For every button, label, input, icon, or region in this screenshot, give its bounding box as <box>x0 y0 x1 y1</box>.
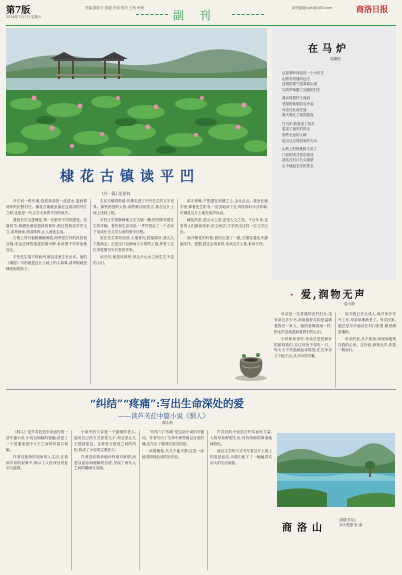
paragraph: 平凹先生笔下的商州,就从这里生长出来。他的《秦腔》写的就是这片土地上的人和事,清风街就是棣花街的影子。 <box>6 255 87 271</box>
paragraph: 《驯人》是芦芙荭近年来创作的一部中篇小说,小说以细腻的笔触,讲述了一个普通家庭中父子之间的纠葛与和解。 <box>6 430 68 452</box>
column-divider <box>90 199 91 384</box>
poem-line: 那些走远的人啊 <box>282 132 307 137</box>
poem-line: 鸟鸣声唤醒了沉睡的村庄 <box>282 87 321 92</box>
red-dot-icon: · <box>290 290 296 301</box>
poem-line: 在马炉,我看见了故乡 <box>282 121 315 126</box>
review-column-4 <box>210 430 272 570</box>
article-column-3 <box>180 199 268 344</box>
article-byline: (外一篇) 范建林 <box>102 191 131 196</box>
poem-line: 看见了童年的时光 <box>282 127 310 132</box>
page-number: 第7版 <box>6 6 31 16</box>
column-divider <box>207 430 208 570</box>
paragraph: 站在先生的故居前,土墙青瓦,院落简朴,我久久不愿离去。正是这片贫瘠而又丰厚的土地,养育了这位用笔墨书写乡愁的作家。 <box>93 236 174 253</box>
review-column-1 <box>6 430 68 570</box>
poem-line: 老屋的炊烟袅袅升起 <box>282 101 314 106</box>
essay-column-1 <box>274 312 332 388</box>
paragraph: 母亲是一位普通的农村妇女,没有读过多少书,却用她朴实的爱温暖着我们一家人。她的爱像春雨一样,悄无声息地滋润着我们的心田。 <box>274 312 332 334</box>
header-dash-right <box>232 14 264 15</box>
paragraph: 棣花的美,是山水之美,更是人文之美。千百年来,这里的人们耕读传家,崇文尚学,才孕育出这样一位文学巨匠。 <box>180 217 268 234</box>
column-divider <box>177 199 178 384</box>
review-title: “纠结”“疼痛”:写出生命深处的爱 <box>90 398 245 410</box>
essay-title-text: 爱,润物无声 <box>300 290 367 301</box>
poem-line: 我站在村口久久凝望 <box>282 158 314 163</box>
review-column-3 <box>142 430 204 570</box>
paragraph: 走在古镇的街巷,仿佛走进了平凹先生的文字世界。那些熟悉的人物,那些鲜活的语言,都在这片土地上找到了根。 <box>93 199 174 215</box>
paragraph: 小说中的父亲是一个倔强的老人,他用自己的方式爱着儿子,却总是让儿子感到窒息。这种爱与被爱之间的纠结,构成了小说的主要张力。 <box>74 430 136 452</box>
paragraph: 芦芙荭的小说语言朴实而有力量,人物形象鲜明生动,具有浓郁的商洛地域特色。 <box>210 430 272 446</box>
poem-stanza <box>282 96 390 118</box>
photo-credit <box>339 518 362 528</box>
header-dash-left <box>136 14 168 15</box>
paragraph: 平凹文学馆静静地立在古镇一隅,馆内陈列着先生的手稿、著作和生活用品,一件件见证了一个农家子弟成长为文学大家的艰辛历程。 <box>93 217 174 234</box>
poem-line: 柴火映红了她的脸庞 <box>282 113 314 118</box>
mountain-lake-illustration <box>277 433 395 507</box>
poem-title: 在马炉 <box>308 44 350 55</box>
poem-line: 这是秦岭深处的一个小村庄 <box>282 71 324 75</box>
paragraph: 他以文学的方式书写着这片土地上的喜怒哀乐,为我们留下了一幅幅真实动人的生活画卷。 <box>210 448 272 465</box>
newspaper-logo: 商洛日报 <box>356 4 388 14</box>
mountain-lake-photo <box>277 433 395 507</box>
essay-title <box>290 286 366 301</box>
paragraph: 古街上青石板路蜿蜒伸展,两旁是古朴的民居和店铺,宋金边城的遗迹依稀可辨,诉说着千年的沧桑变迁。 <box>6 236 87 253</box>
paragraph: 母亲的爱,从不张扬,却深深地刻在我的心里。这份爱,润物无声,伴我一路前行。 <box>338 336 396 353</box>
photo-feature-title: 商洛山 <box>282 523 327 534</box>
column-divider <box>139 430 140 570</box>
poem-line: 溪水绕着村子流淌 <box>282 96 310 101</box>
poem-stanza <box>282 71 390 93</box>
article-column-1 <box>6 199 87 384</box>
paragraph: 如今我已长大成人,离开家乡在外工作,母亲却渐渐老了。每次回家,她总是早早地站在村口张望,眼里满是期盼。 <box>338 312 396 334</box>
poem-line: 山路弯弯通向远方 <box>282 76 310 81</box>
poem-author: 周鹏程 <box>330 57 341 61</box>
photo-credit-line: (摄影作品) <box>339 518 356 522</box>
editor-contacts: 责编 陈屹宇 组版 冯伟 校对 王科 审校 <box>85 6 145 10</box>
photo-credit-line: 刘永强摄 张 嘉 <box>339 523 363 527</box>
poem-body <box>282 71 390 276</box>
poem-stanza <box>282 122 390 144</box>
review-subtitle: ——读芦芙荭中篇小说《驯人》 <box>118 412 209 420</box>
paragraph: 读平凹,就是读商州,读这片山水之间生生不息的人们。 <box>93 255 174 266</box>
paragraph: 丹江河一路东流,悠悠荡荡的一泓清水,滋润着两岸的田野村庄。棣花古镇就坐落在这清清的丹江之畔,这里是一代文学大家贾平凹的故乡。 <box>6 199 87 215</box>
review-byline: 谭永利 <box>162 421 173 425</box>
column-divider <box>71 430 72 570</box>
paragraph: “纠结”与“疼痛”是这部小说的关键词。作者写出了生命中那些难以言说的痛,也写出了痛背后深沉的爱。 <box>142 430 204 446</box>
poem-line: 清晨的雾气笼罩着山梁 <box>282 82 317 87</box>
paragraph: 那天傍晚,夕阳洒在荷塘之上,金光点点。我坐在廊亭里,捧着先生的书,一页页地读下去,风吹荷叶沙沙作响,仿佛是这片土地在低声诉说。 <box>180 199 268 215</box>
poem-line: 母亲在灶前忙碌 <box>282 107 307 112</box>
review-column-2 <box>74 430 136 570</box>
editor-email: 副刊邮箱:slrb@163.com <box>292 6 333 10</box>
article-column-2 <box>93 199 174 384</box>
essay-column-2 <box>338 312 396 388</box>
lotus-pond-illustration <box>6 28 267 156</box>
section-title: 副 刊 <box>173 9 217 22</box>
article-title: 棣花古镇读平凹 <box>60 169 200 185</box>
paragraph: 作者没有简单地评判谁对谁错,而是以宽容和理解的态度,呈现了两代人之间的隔阂与沟通。 <box>74 454 136 471</box>
paragraph: 小时候家里穷,母亲总是把最好的留给我们,自己却舍不得吃一口。每天天不亮她就起床做饭,忙完家务又下地干活,从不叫苦叫累。 <box>274 336 332 359</box>
paragraph: 作者以独特的视角切入生活,在看似平常的叙事中,揭示了人性深处的复杂与温情。 <box>6 454 68 471</box>
paragraph: 读罢掩卷,久久不能平静,这是一部值得细细品读的好作品。 <box>142 448 204 459</box>
poem-line: 心中涌起无尽的思念 <box>282 163 314 168</box>
poem-line: 门前的老井依旧清凉 <box>282 152 314 157</box>
pottery-illustration <box>232 348 270 382</box>
paragraph: 我曾多次走进棣花,每一次都有不同的感受。初夏时节,荷塘里满是碧绿的荷叶,粉红的荷花亭亭玉立,清风徐来,荷香阵阵,让人流连忘返。 <box>6 217 87 234</box>
issue-date: 2018年7月7日 星期六 <box>6 15 42 19</box>
poem-stanza <box>282 147 390 169</box>
poem-line: 是否还记得回家的方向 <box>282 138 317 143</box>
lotus-pond-photo <box>6 28 267 156</box>
essay-byline: 周小静 <box>344 302 355 306</box>
section-divider <box>6 389 396 390</box>
paragraph: 离开棣花的时候,我回头望了一眼,古镇在暮色中静谧安详。我想,我还会再来的,来读这片土地,来读平凹。 <box>180 236 268 247</box>
poem-line: 山坡上的核桃树又高了 <box>282 147 317 152</box>
column-divider <box>335 312 336 388</box>
